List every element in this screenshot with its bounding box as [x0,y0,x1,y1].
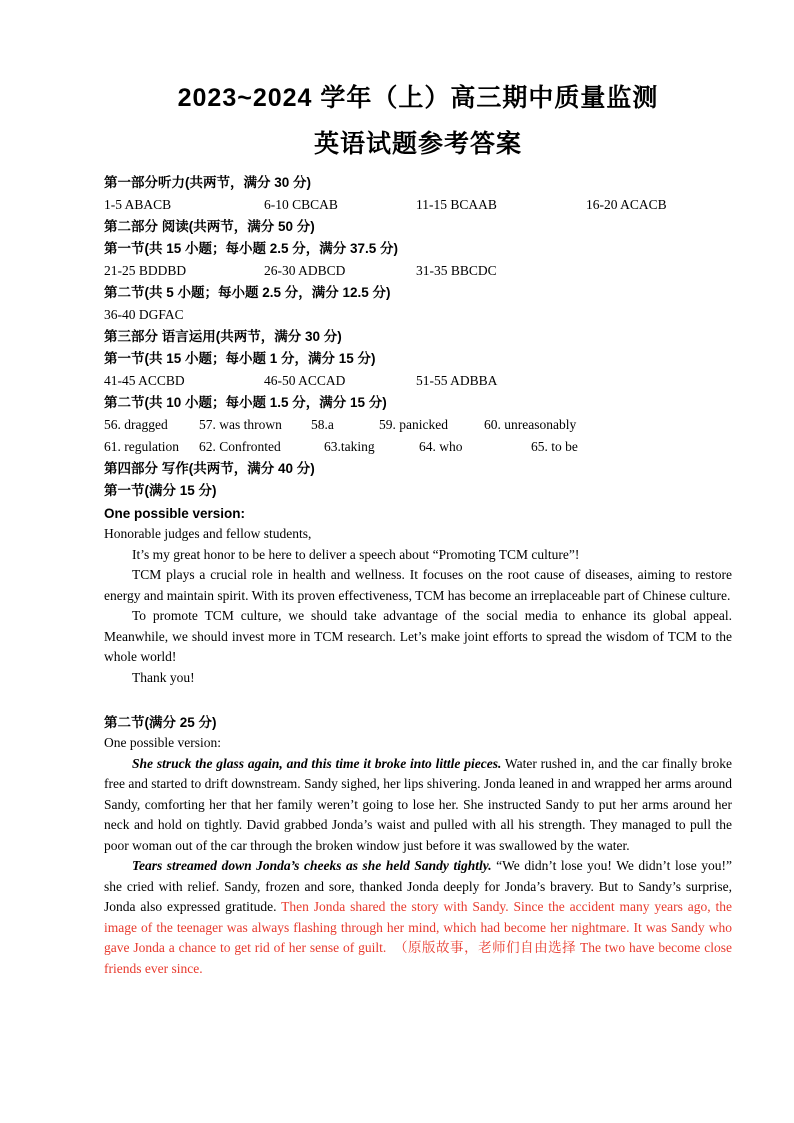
part2-section2-answers-row [104,304,732,325]
part1-heading: 第一部分听力(共两节，满分 30 分) [104,175,312,190]
answer-cell: 6-10 CBCAB [264,197,338,212]
answer-cell: 58.a [311,417,334,432]
part2-section1-heading: 第一节(共 15 小题；每小题 2.5 分，满分 37.5 分) [104,241,399,256]
part4-heading: 第四部分 写作(共两节，满分 40 分) [104,461,315,476]
page-title-line-1: 2023~2024 学年（上）高三期中质量监测 [177,84,659,112]
one-possible-version-label: One possible version: [104,506,246,521]
answer-cell: 46-50 ACCAD [264,373,346,388]
part3-section1-heading: 第一节(共 15 小题；每小题 1 分，满分 15 分) [104,351,376,366]
answer-cell: 61. regulation [104,439,179,454]
answer-cell: 51-55 ADBBA [416,373,498,388]
answer-cell: 26-30 ADBCD [264,263,346,278]
part3-fill-row-1 [104,414,732,435]
answer-cell: 1-5 ABACB [104,197,172,212]
answer-cell: 11-15 BCAAB [416,197,497,212]
part2-heading: 第二部分 阅读(共两节，满分 50 分) [104,219,315,234]
section2-one-possible-version-label: One possible version: [104,735,221,750]
part3-heading: 第三部分 语言运用(共两节，满分 30 分) [104,329,342,344]
part4-section2-heading: 第二节(满分 25 分) [104,715,217,730]
answer-cell: 63.taking [324,439,375,454]
part2-section2-heading: 第二节(共 5 小题；每小题 2.5 分，满分 12.5 分) [104,285,391,300]
answer-cell: 21-25 BDDBD [104,263,187,278]
answer-cell: 60. unreasonably [484,417,577,432]
answer-cell: 62. Confronted [199,439,281,454]
answer-cell: 59. panicked [379,417,448,432]
answer-cell: 36-40 DGFAC [104,307,184,322]
answer-cell: 56. dragged [104,417,168,432]
part3-fill-row-2 [104,436,732,457]
speech-paragraph-4: Thank you! [132,669,195,685]
part4-section1-heading: 第一节(满分 15 分) [104,483,217,498]
speech-paragraph-3: To promote TCM culture, we should take advantage of the social media to enhance its global appeal. Meanwhile, we should invest more in TCM research. Let’s make joint efforts to spread the wisdom of TCM to the whole world! [104,608,732,664]
answer-cell: 16-20 ACACB [586,197,667,212]
answer-cell: 65. to be [531,439,578,454]
part1-answers-row [104,194,732,215]
speech-paragraph-1: It’s my great honor to be here to deliver a speech about “Promoting TCM culture”! [132,546,580,562]
story-paragraph-2 [104,856,732,979]
story-paragraph-1-lead: She struck the glass again, and this time it broke into little pieces. [132,755,502,771]
part2-section1-answers-row [104,260,732,281]
part3-section2-heading: 第二节(共 10 小题；每小题 1.5 分，满分 15 分) [104,395,387,410]
answer-cell: 41-45 ACCBD [104,373,185,388]
answer-cell: 31-35 BBCDC [416,263,497,278]
story-paragraph-2-lead: Tears streamed down Jonda’s cheeks as she held Sandy tightly. [132,858,492,873]
story-paragraph-1 [104,754,732,857]
speech-paragraph-2: TCM plays a crucial role in health and wellness. It focuses on the root cause of diseases, aiming to restore energy and maintain spirit. With its proven effectiveness, TCM has become an irreplaceable part of Chinese culture. [104,567,732,603]
speech-salutation: Honorable judges and fellow students, [104,526,312,541]
story-paragraph-2-red-note: Then Jonda shared the story with Sandy. Since the accident many years ago, the image of the teenager was always flashing through her mind, which had become her nightmare. It was Sandy who gave Jonda a chance to get rid of her sense of guilt. （原版故事，老师们自由选择 The two have become close friends ever since. [104,899,732,976]
story-paragraph-1-body: Water rushed in, and the car finally broke free and started to drift downstream. Sandy sighed, her lips shivering. Jonda leaned in and wrapped her arms around Sandy, comforting her that her family weren’t going to lose her. She instructed Sandy to put her arms around her neck and hold on tightly. David grabbed Jonda’s waist and pulled with all his strength. They managed to pull the poor woman out of the car through the broken window just before it was swallowed by the water. [104,755,732,853]
part3-section1-answers-row [104,370,732,391]
page-title-line-2: 英语试题参考答案 [313,130,522,158]
story-paragraph-2-body: “We didn’t lose you! We didn’t lose you!” she cried with relief. Sandy, frozen and sore, thanked Jonda deeply for Jonda’s bravery. But to Sandy’s surprise, Jonda also expressed gratitude. [104,858,732,914]
answer-cell: 64. who [419,439,463,454]
answer-cell: 57. was thrown [199,417,282,432]
